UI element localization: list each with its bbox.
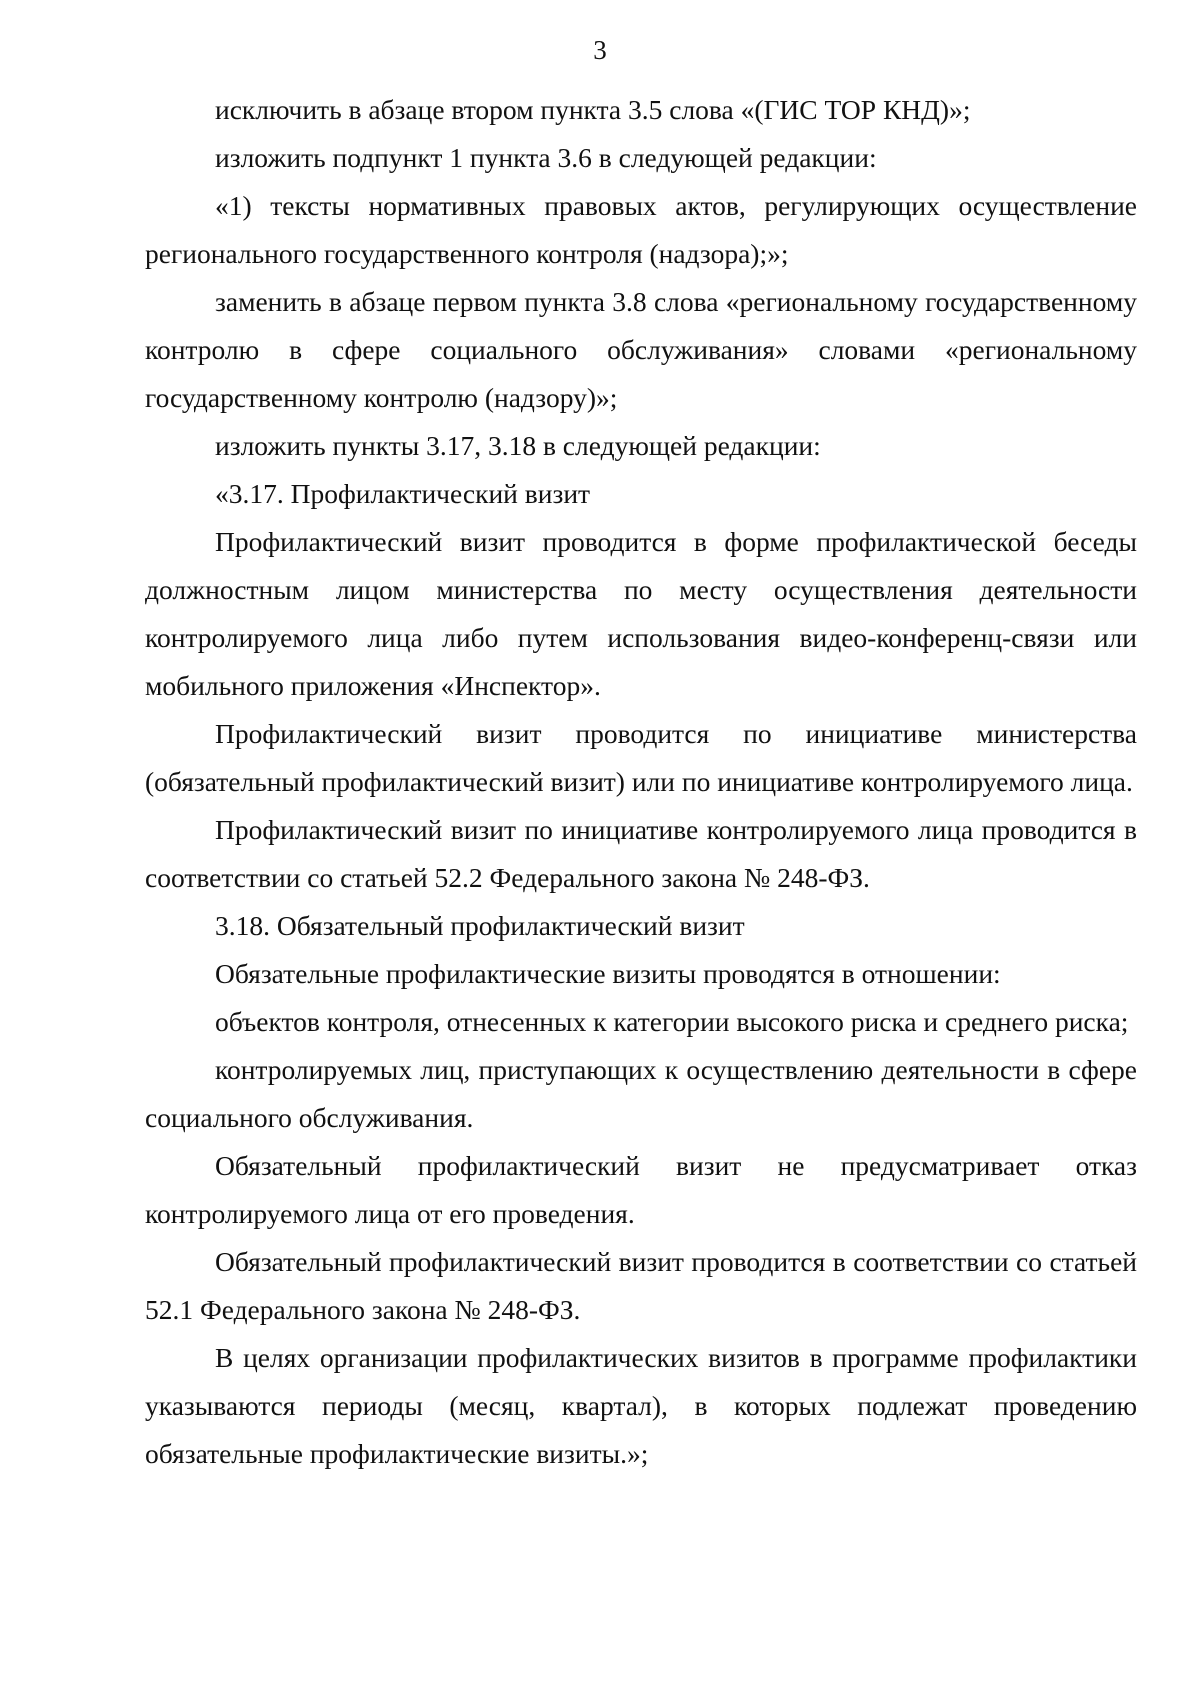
section-heading-3-17: «3.17. Профилактический визит [215,478,591,509]
paragraph-visit-form: Профилактический визит проводится в форме профилактической беседы должностным лицом министерства по месту осуществления деятельности контролируемого лица либо путем использования видео-конференц-связи или мобильного приложения «Инспектор». [145,526,1137,701]
paragraph-visit-law-52-2: Профилактический визит по инициативе контролируемого лица проводится в соответствии со статьей 52.2 Федерального закона № 248-ФЗ. [145,814,1137,893]
paragraph-program-periods: В целях организации профилактических визитов в программе профилактики указываются периоды (месяц, квартал), в которых подлежат проведению обязательные профилактические визиты.»; [145,1342,1137,1469]
section-heading-3-18: 3.18. Обязательный профилактический визит [215,910,745,941]
paragraph-replace-3-8: заменить в абзаце первом пункта 3.8 слова «региональному государственному контролю в сфере социального обслуживания» словами «региональному государственному контролю (надзору)»; [145,286,1137,413]
list-item-new-operators: контролируемых лиц, приступающих к осуществлению деятельности в сфере социального обслуживания. [145,1054,1137,1133]
paragraph-mandatory-visits-intro: Обязательные профилактические визиты проводятся в отношении: [215,958,1001,989]
page-number: 3 [593,35,607,65]
paragraph-visit-initiative: Профилактический визит проводится по инициативе министерства (обязательный профилактический визит) или по инициативе контролируемого лица. [145,718,1137,797]
paragraph-amend-3-17-3-18: изложить пункты 3.17, 3.18 в следующей редакции: [215,430,821,461]
paragraph-amend-3-6: изложить подпункт 1 пункта 3.6 в следующей редакции: [215,142,877,173]
document-body [145,86,1137,1478]
paragraph-visit-law-52-1: Обязательный профилактический визит проводится в соответствии со статьей 52.1 Федерального закона № 248-ФЗ. [145,1246,1137,1325]
paragraph-exclude-words-3-5: исключить в абзаце втором пункта 3.5 слова «(ГИС ТОР КНД)»; [215,94,971,125]
paragraph-no-refusal: Обязательный профилактический визит не предусматривает отказ контролируемого лица от его проведения. [145,1150,1137,1229]
paragraph-new-subpoint-1: «1) тексты нормативных правовых актов, регулирующих осуществление регионального государственного контроля (надзора);»; [145,190,1137,269]
list-item-risk-objects: объектов контроля, отнесенных к категории высокого риска и среднего риска; [215,1006,1129,1037]
